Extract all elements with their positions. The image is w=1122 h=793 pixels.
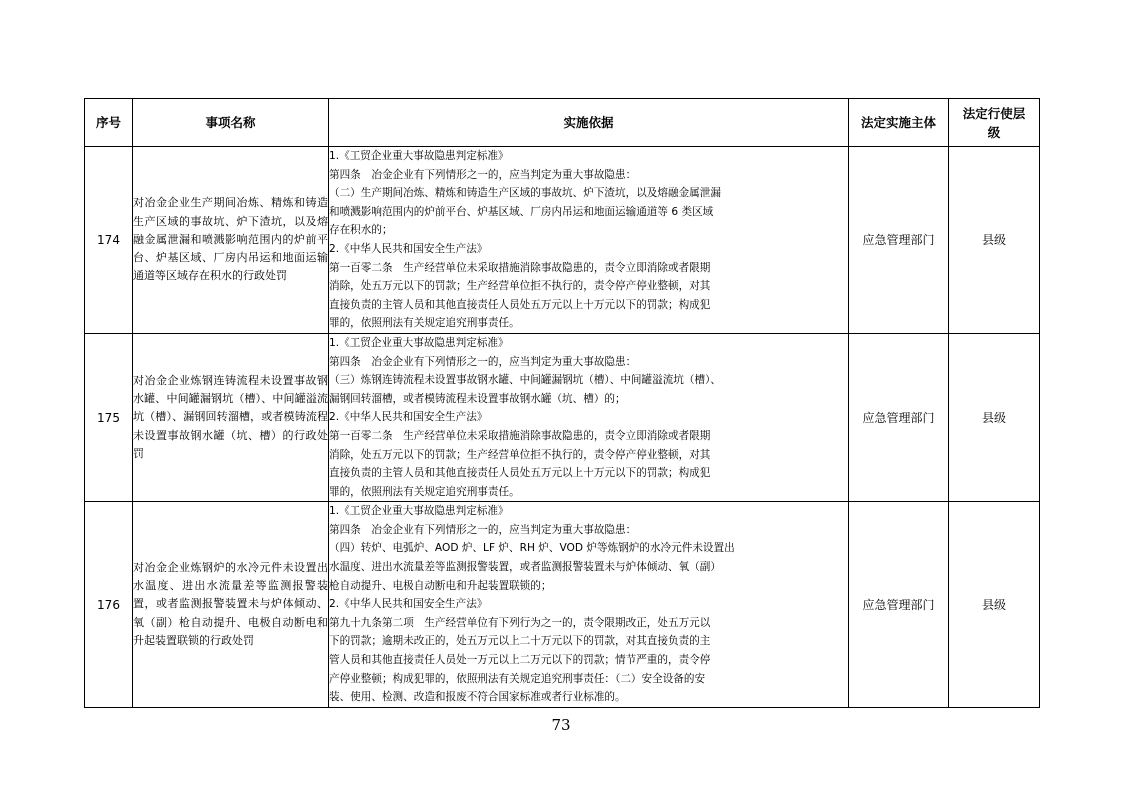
basis-line: 管人员和其他直接责任人员处一万元以上二万元以下的罚款；情节严重的，责令停 <box>329 654 711 667</box>
row-level: 县级 <box>949 502 1040 708</box>
table-row <box>85 147 1040 334</box>
header-level-line2: 级 <box>987 124 1001 140</box>
row-seq: 174 <box>85 147 133 334</box>
row-org: 应急管理部门 <box>849 502 949 708</box>
basis-line: 漏钢回转溜槽，或者模铸流程未设置事故钢水罐（坑、槽）的； <box>329 392 626 405</box>
row-item-name: 对冶金企业炼钢炉的水冷元件未设置出水温度、进出水流量差等监测报警装置，或者监测报警装置未与炉体倾动、氧（副）枪自动提升、电极自动断电和升起装置联锁的行政处罚 <box>133 502 329 708</box>
basis-line: 罪的，依照刑法有关规定追究刑事责任。 <box>329 485 520 498</box>
row-basis <box>329 333 849 501</box>
basis-line: 第一百零二条 生产经营单位未采取措施消除事故隐患的，责令立即消除或者限期 <box>329 429 711 442</box>
basis-line: 存在积水的； <box>329 224 393 237</box>
row-level: 县级 <box>949 147 1040 334</box>
basis-line: 消除，处五万元以下的罚款；生产经营单位拒不执行的，责令停产停业整顿，对其 <box>329 280 711 293</box>
basis-line: 水温度、进出水流量差等监测报警装置，或者监测报警装置未与炉体倾动、氧（副） <box>329 561 721 574</box>
basis-line: （四）转炉、电弧炉、AOD 炉、LF 炉、RH 炉、VOD 炉等炼钢炉的水冷元件未设置出 <box>329 542 735 555</box>
basis-line: 1.《工贸企业重大事故隐患判定标准》 <box>329 336 509 349</box>
table-row <box>85 502 1040 708</box>
row-level: 县级 <box>949 333 1040 501</box>
regulation-table <box>84 98 1040 708</box>
row-basis <box>329 502 849 708</box>
basis-line: 第一百零二条 生产经营单位未采取措施消除事故隐患的，责令立即消除或者限期 <box>329 261 711 274</box>
basis-line: 1.《工贸企业重大事故隐患判定标准》 <box>329 505 509 518</box>
basis-line: 和喷溅影响范围内的炉前平台、炉基区域、厂房内吊运和地面运输通道等 6 类区域 <box>329 205 714 218</box>
row-org: 应急管理部门 <box>849 147 949 334</box>
row-item-name: 对冶金企业炼钢连铸流程未设置事故钢水罐、中间罐漏钢坑（槽）、中间罐溢流坑（槽）、漏钢回转溜槽，或者模铸流程未设置事故钢水罐（坑、槽）的行政处罚 <box>133 333 329 501</box>
basis-line: 下的罚款；逾期未改正的，处五万元以上二十万元以下的罚款，对其直接负责的主 <box>329 635 711 648</box>
basis-line: 罪的，依照刑法有关规定追究刑事责任。 <box>329 317 520 330</box>
basis-line: 装、使用、检测、改造和报废不符合国家标准或者行业标准的。 <box>329 691 626 704</box>
header-org: 法定实施主体 <box>849 99 949 147</box>
table-row <box>85 333 1040 501</box>
header-item-name: 事项名称 <box>133 99 329 147</box>
basis-line: 第四条 冶金企业有下列情形之一的，应当判定为重大事故隐患： <box>329 355 637 368</box>
row-seq: 176 <box>85 502 133 708</box>
basis-line: 第四条 冶金企业有下列情形之一的，应当判定为重大事故隐患： <box>329 523 637 536</box>
row-item-name: 对冶金企业生产期间冶炼、精炼和铸造生产区域的事故坑、炉下渣坑，以及熔融金属泄漏和喷溅影响范围内的炉前平台、炉基区域、厂房内吊运和地面运输通道等区域存在积水的行政处罚 <box>133 147 329 334</box>
header-basis: 实施依据 <box>329 99 849 147</box>
header-seq: 序号 <box>85 99 133 147</box>
row-seq: 175 <box>85 333 133 501</box>
basis-line: 2.《中华人民共和国安全生产法》 <box>329 598 488 611</box>
header-level-line1: 法定行使层 <box>962 105 1026 121</box>
basis-line: （二）生产期间冶炼、精炼和铸造生产区域的事故坑、炉下渣坑，以及熔融金属泄漏 <box>329 187 721 200</box>
basis-line: 消除，处五万元以下的罚款；生产经营单位拒不执行的，责令停产停业整顿，对其 <box>329 448 711 461</box>
basis-line: 第四条 冶金企业有下列情形之一的，应当判定为重大事故隐患： <box>329 168 637 181</box>
basis-line: 1.《工贸企业重大事故隐患判定标准》 <box>329 150 509 162</box>
basis-line: 2.《中华人民共和国安全生产法》 <box>329 242 488 255</box>
row-basis <box>329 147 849 334</box>
basis-line: 2.《中华人民共和国安全生产法》 <box>329 411 488 424</box>
basis-line: （三）炼钢连铸流程未设置事故钢水罐、中间罐漏钢坑（槽）、中间罐溢流坑（槽）、 <box>329 374 721 387</box>
table-header-row <box>85 99 1040 147</box>
header-level <box>949 99 1040 147</box>
basis-line: 产停业整顿；构成犯罪的，依照刑法有关规定追究刑事责任：（二）安全设备的安 <box>329 672 706 685</box>
basis-line: 直接负责的主管人员和其他直接责任人员处五万元以上十万元以下的罚款；构成犯 <box>329 467 711 480</box>
basis-line: 第九十九条第二项 生产经营单位有下列行为之一的，责令限期改正，处五万元以 <box>329 616 711 629</box>
basis-line: 枪自动提升、电极自动断电和升起装置联锁的； <box>329 579 552 592</box>
row-org: 应急管理部门 <box>849 333 949 501</box>
basis-line: 直接负责的主管人员和其他直接责任人员处五万元以上十万元以下的罚款；构成犯 <box>329 298 711 311</box>
page-number: 73 <box>551 716 571 734</box>
